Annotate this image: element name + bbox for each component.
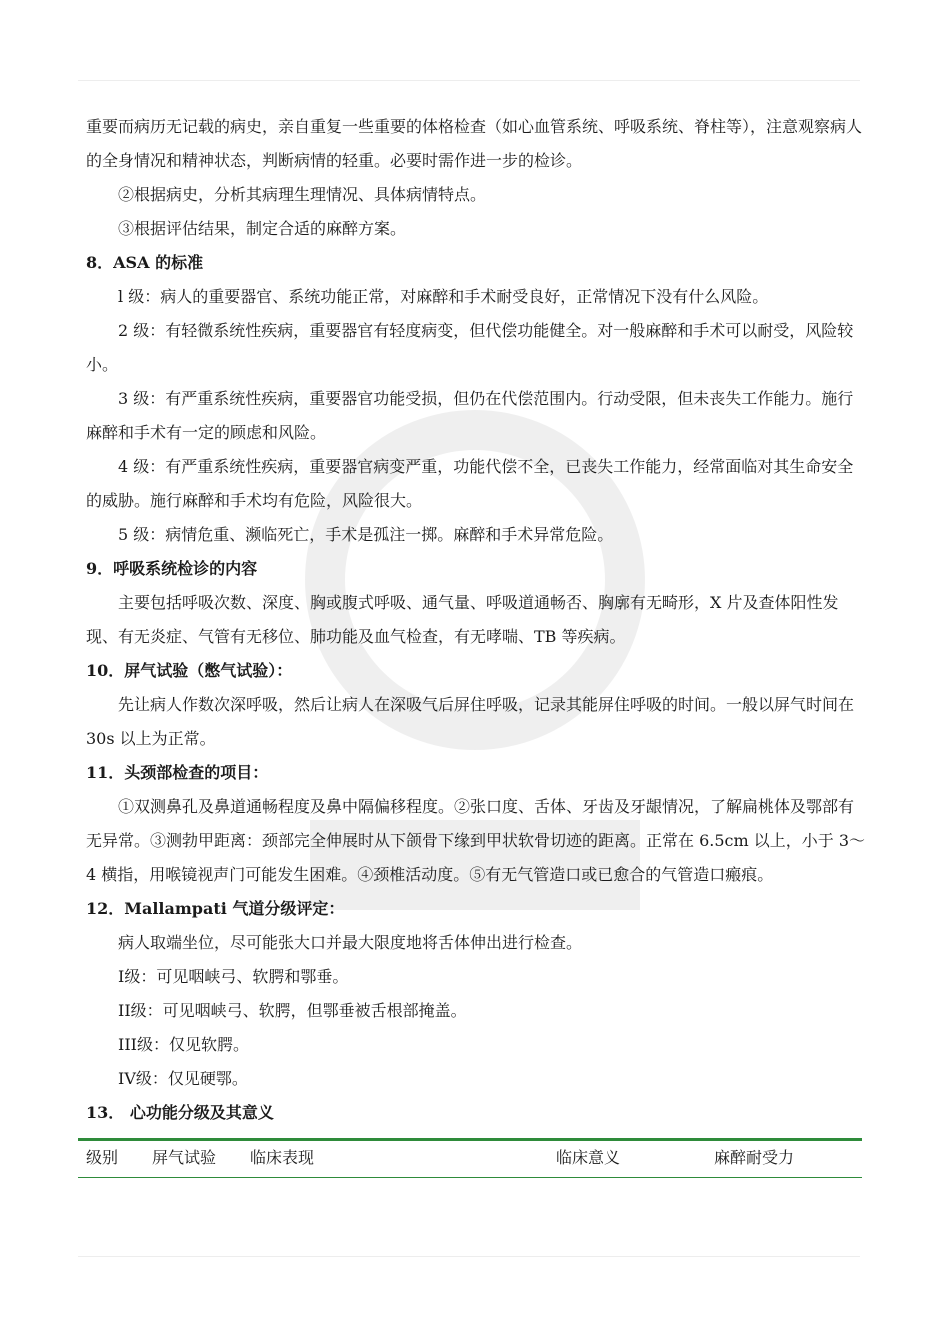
paragraph-item: ②根据病史，分析其病理生理情况、具体病情特点。 [118,185,487,204]
heart-function-table [86,1138,866,1178]
section-heading: 13． 心功能分级及其意义 [86,1103,274,1122]
paragraph-item: l 级：病人的重要器官、系统功能正常，对麻醉和手术耐受良好，正常情况下没有什么风险。 [118,287,769,306]
paragraph-item: I级：可见咽峡弓、软腭和鄂垂。 [118,967,349,986]
table-header-cell: 屏气试验 [152,1148,217,1167]
paragraph-item: II级：可见咽峡弓、软腭，但鄂垂被舌根部掩盖。 [118,1001,467,1020]
paragraph-item: 主要包括呼吸次数、深度、胸或腹式呼吸、通气量、呼吸道通畅否、胸廓有无畸形，X 片及查体阳性发现、有无炎症、气管有无移位、肺功能及血气检查，有无哮喘、TB 等疾病。 [86,593,839,646]
table-header-cell: 临床表现 [250,1148,315,1167]
paragraph-item: 4 级：有严重系统性疾病，重要器官病变严重，功能代偿不全，已丧失工作能力，经常面临对其生命安全的威胁。施行麻醉和手术均有危险，风险很大。 [86,457,854,510]
section-heading: 8．ASA 的标准 [86,253,204,272]
paragraph-item: III级：仅见软腭。 [118,1035,249,1054]
table-header-row [78,1141,862,1178]
paragraph-continued: 重要而病历无记载的病史，亲自重复一些重要的体格检查（如心血管系统、呼吸系统、脊柱等），注意观察病人的全身情况和精神状态，判断病情的轻重。必要时需作进一步的检诊。 [86,117,863,170]
table-header-cell: 麻醉耐受力 [714,1148,795,1167]
section-heading: 12．Mallampati 气道分级评定： [86,899,345,918]
section-heading: 9．呼吸系统检诊的内容 [86,559,258,578]
section-heading: 10．屏气试验（憋气试验）： [86,661,293,680]
paragraph-item: ①双测鼻孔及鼻道通畅程度及鼻中隔偏移程度。②张口度、舌体、牙齿及牙龈情况，了解扁桃体及鄂部有无异常。③测勃甲距离：颈部完全伸展时从下颌骨下缘到甲状软骨切迹的距离。正常在 6.5cm 以上，小于 3～4 横指，用喉镜视声门可能发生困难。④颈椎活动度。⑤有无气管造口或已愈合的气管造口瘢痕。 [86,797,866,884]
paragraph-item: 5 级：病情危重、濒临死亡，手术是孤注一掷。麻醉和手术异常危险。 [118,525,614,544]
paragraph-item: IV级：仅见硬鄂。 [118,1069,248,1088]
paragraph-item: 2 级：有轻微系统性疾病，重要器官有轻度病变，但代偿功能健全。对一般麻醉和手术可以耐受，风险较小。 [86,321,854,374]
table-header-cell: 级别 [86,1148,119,1167]
footer-rule [78,1256,860,1257]
header-rule [78,80,860,81]
section-heading: 11．头颈部检查的项目： [86,763,269,782]
document-body [86,110,866,1178]
paragraph-item: 病人取端坐位，尽可能张大口并最大限度地将舌体伸出进行检查。 [118,933,583,952]
paragraph-item: ③根据评估结果，制定合适的麻醉方案。 [118,219,407,238]
paragraph-item: 先让病人作数次深呼吸，然后让病人在深吸气后屏住呼吸，记录其能屏住呼吸的时间。一般以屏气时间在 30s 以上为正常。 [86,695,855,748]
table-header-cell: 临床意义 [556,1148,621,1167]
paragraph-item: 3 级：有严重系统性疾病，重要器官功能受损，但仍在代偿范围内。行动受限，但未丧失工作能力。施行麻醉和手术有一定的顾虑和风险。 [86,389,854,442]
